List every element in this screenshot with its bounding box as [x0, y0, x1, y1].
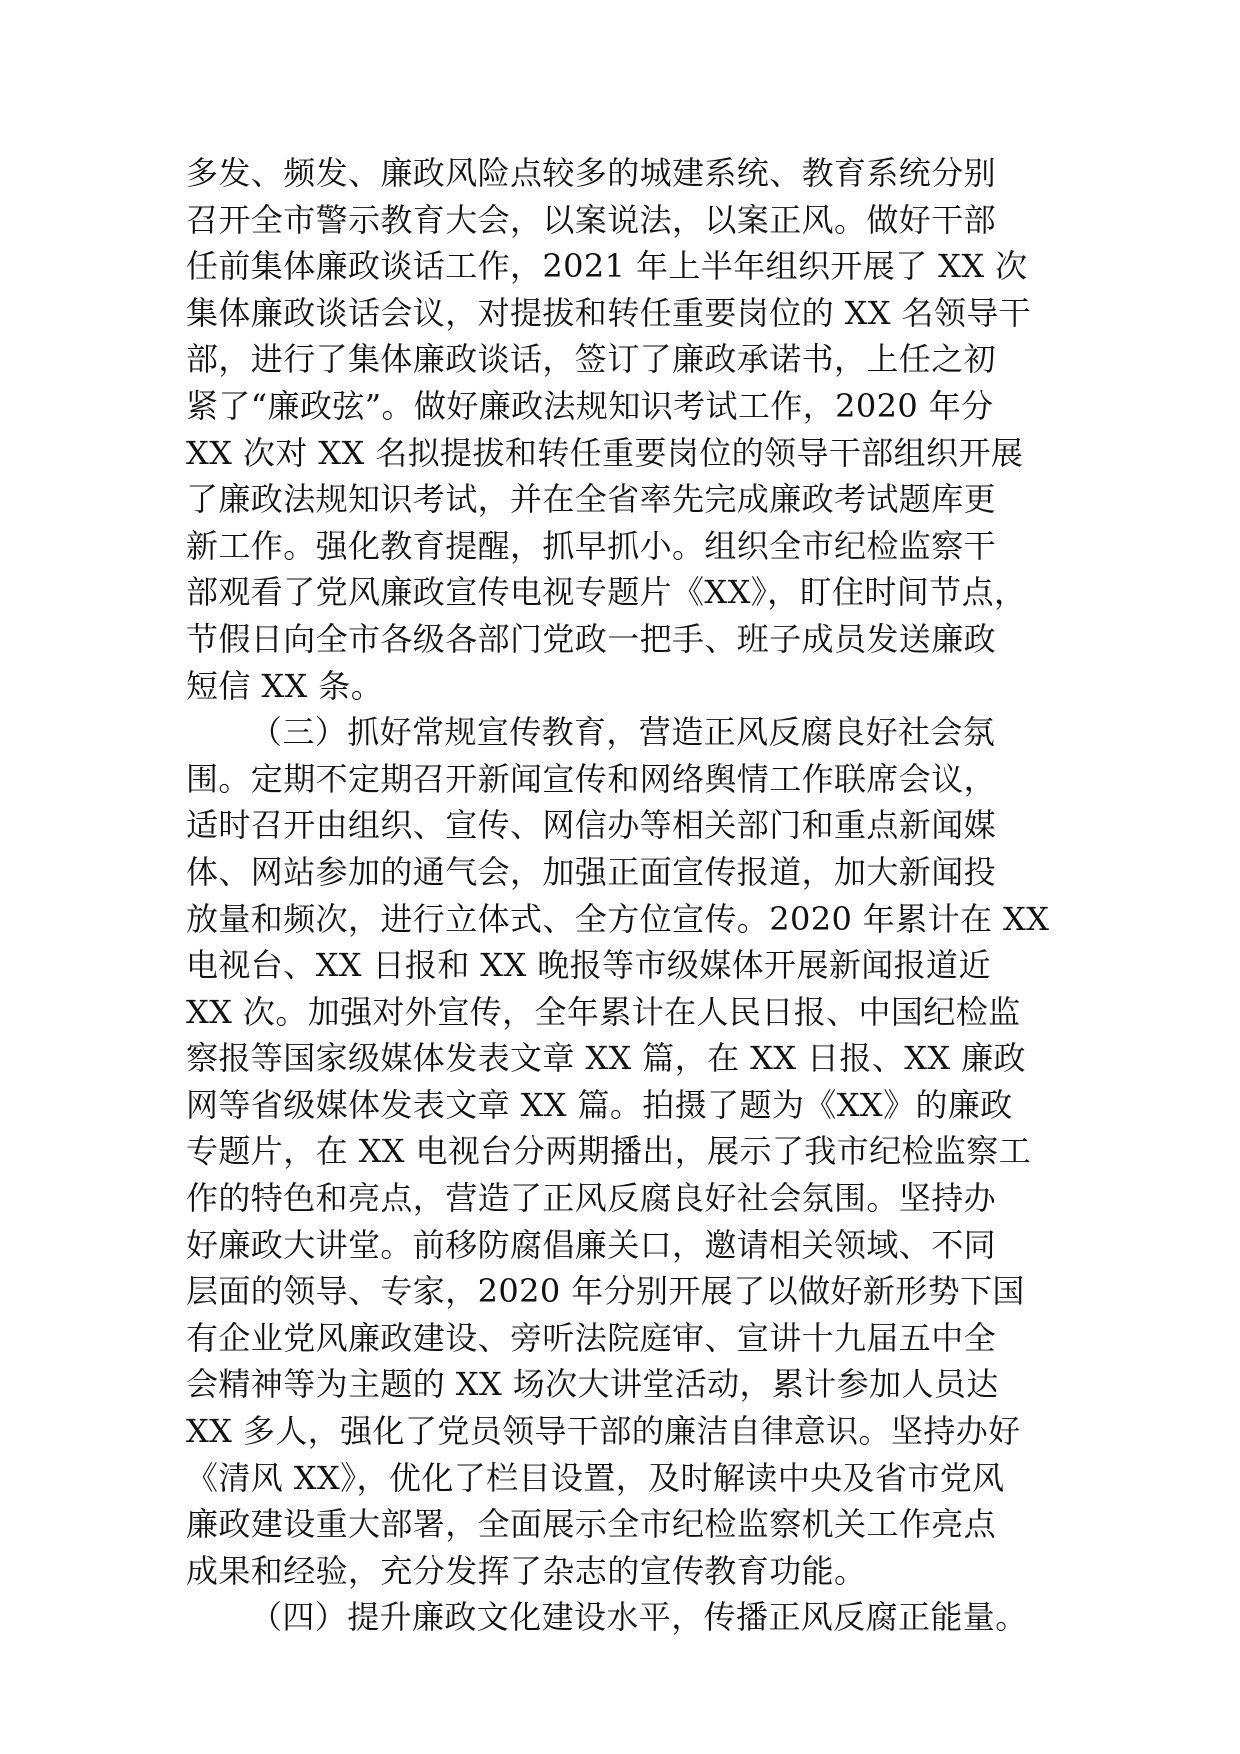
- section-heading-4: （四）提升廉政文化建设水平，传播正风反腐正能量。: [250, 1598, 1028, 1637]
- text-line: 作的特色和亮点，营造了正风反腐良好社会氛围。坚持办: [186, 1179, 997, 1218]
- text-line: 部观看了党风廉政宣传电视专题片《XX》，盯住时间节点，: [186, 573, 1027, 612]
- text-line: 《清风 XX》，优化了栏目设置，及时解读中央及省市党风: [186, 1458, 1005, 1497]
- text-line: XX 次。加强对外宣传，全年累计在人民日报、中国纪检监: [186, 992, 1021, 1031]
- text-line: 专题片，在 XX 电视台分两期播出，展示了我市纪检监察工: [186, 1132, 1032, 1171]
- text-line: 网等省级媒体发表文章 XX 篇。拍摄了题为《XX》的廉政: [186, 1085, 1013, 1124]
- text-line: 成果和经验，充分发挥了杂志的宣传教育功能。: [186, 1551, 867, 1590]
- text-line: 廉政建设重大部署，全面展示全市纪检监察机关工作亮点: [186, 1505, 997, 1544]
- text-line: 集体廉政谈话会议，对提拔和转任重要岗位的 XX 名领导干: [186, 293, 1032, 332]
- text-line: 了廉政法规知识考试，并在全省率先完成廉政考试题库更: [186, 480, 997, 519]
- text-line: 新工作。强化教育提醒，抓早抓小。组织全市纪检监察干: [186, 526, 997, 565]
- text-line: 体、网站参加的通气会，加强正面宣传报道，加大新闻投: [186, 852, 997, 891]
- text-line: 好廉政大讲堂。前移防腐倡廉关口，邀请相关领域、不同: [186, 1225, 997, 1264]
- text-line: 层面的领导、专家，2020 年分别开展了以做好新形势下国: [186, 1272, 1025, 1311]
- text-line: 适时召开由组织、宣传、网信办等相关部门和重点新闻媒: [186, 806, 997, 845]
- text-line: 节假日向全市各级各部门党政一把手、班子成员发送廉政: [186, 619, 997, 658]
- text-line: 短信 XX 条。: [186, 666, 384, 705]
- text-line: 召开全市警示教育大会，以案说法，以案正风。做好干部: [186, 200, 997, 239]
- text-line: 紧了“廉政弦”。做好廉政法规知识考试工作，2020 年分: [186, 386, 994, 425]
- text-line: XX 次对 XX 名拟提拔和转任重要岗位的领导干部组织开展: [186, 433, 1024, 472]
- text-line: 会精神等为主题的 XX 场次大讲堂活动，累计参加人员达: [186, 1365, 999, 1404]
- text-line: 部，进行了集体廉政谈话，签订了廉政承诺书，上任之初: [186, 340, 997, 379]
- section-heading-3: （三）抓好常规宣传教育，营造正风反腐良好社会氛: [250, 713, 996, 752]
- text-line: 电视台、XX 日报和 XX 晚报等市级媒体开展新闻报道近: [186, 946, 991, 985]
- text-line: 有企业党风廉政建设、旁听法院庭审、宣讲十九届五中全: [186, 1318, 997, 1357]
- text-line: 多发、频发、廉政风险点较多的城建系统、教育系统分别: [186, 154, 997, 192]
- text-line: XX 多人，强化了党员领导干部的廉洁自律意识。坚持办好: [186, 1412, 1021, 1451]
- text-line: 任前集体廉政谈话工作，2021 年上半年组织开展了 XX 次: [186, 247, 1028, 286]
- text-line: 放量和频次，进行立体式、全方位宣传。2020 年累计在 XX: [186, 899, 1050, 938]
- text-line: 围。定期不定期召开新闻宣传和网络舆情工作联席会议，: [186, 759, 997, 798]
- body-text: [186, 150, 1186, 1641]
- text-line: 察报等国家级媒体发表文章 XX 篇，在 XX 日报、XX 廉政: [186, 1039, 1026, 1078]
